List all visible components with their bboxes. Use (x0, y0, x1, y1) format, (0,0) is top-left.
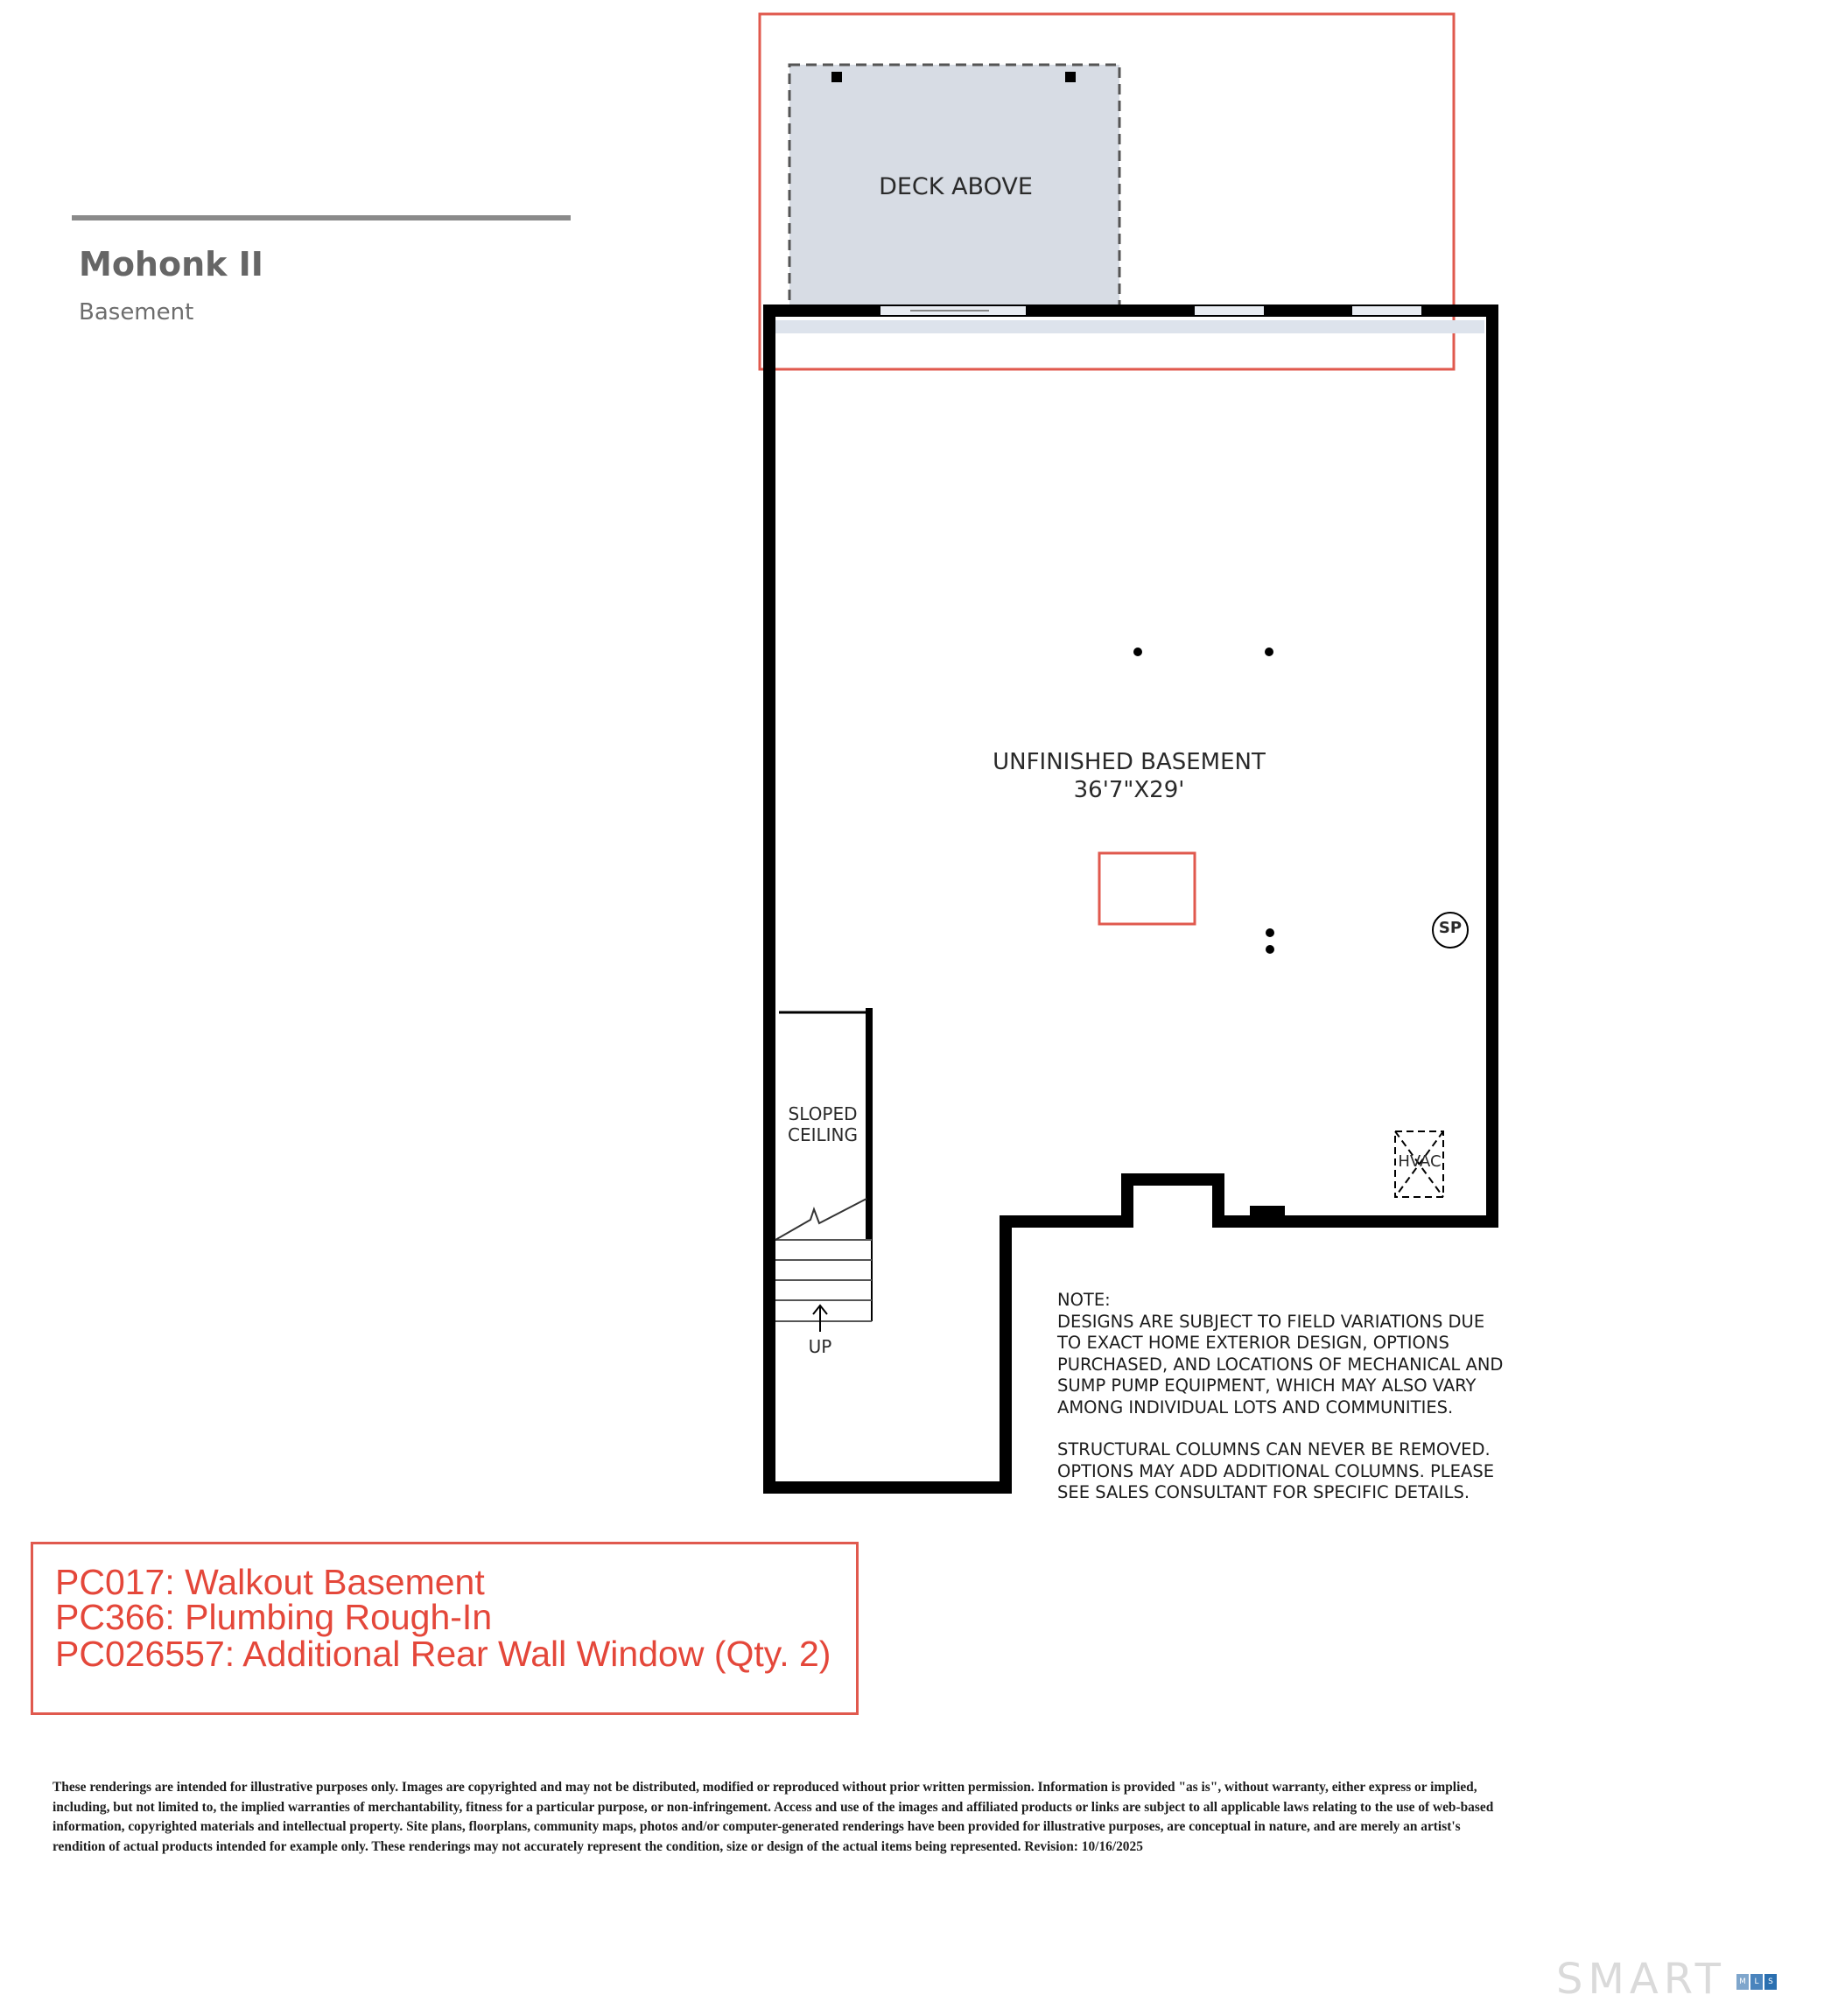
disclaimer-text: These renderings are intended for illustrative purposes only. Images are copyrighted and may not be distributed, modified or reproduced without prior written permission. Information is provided "as is", without warranty, either express or implied, including, but not limited to, the implied warranties of merchantability, fitness for a particular purpose, or non-infringement. Access and use of the images and affiliated products or links are subject to all applicable laws relating to the use of web-based information, copyrighted materials and intellectual property. Site plans, floorplans, community maps, photos and/or computer-generated renderings have been provided for illustrative purposes, are conceptual in nature, and are merely an artist's rendition of actual products intended for example only. These renderings may not accurately represent the condition, size or design of the actual items being represented. Revision: 10/16/2025 (53, 1780, 1494, 1854)
sump-pump-label: SP (1438, 919, 1463, 937)
room-dimensions: 36'7"X29' (1073, 777, 1185, 803)
design-note (1057, 1290, 1512, 1504)
deck-post (1065, 72, 1076, 82)
deck-label: DECK ABOVE (879, 173, 1033, 200)
note-paragraph-1: DESIGNS ARE SUBJECT TO FIELD VARIATIONS DUE TO EXACT HOME EXTERIOR DESIGN, OPTIONS PURCHASED, AND LOCATIONS OF MECHANICAL AND SUMP PUMP EQUIPMENT, WHICH MAY ALSO VARY AMONG INDIVIDUAL LOTS AND COMMUNITIES. (1057, 1311, 1504, 1418)
logo-letter-l: L (1750, 1974, 1763, 1990)
room-name: UNFINISHED BASEMENT (993, 749, 1266, 775)
structural-column (1265, 648, 1273, 656)
logo-text: SMART (1556, 1955, 1726, 2004)
logo-letter-m: M (1736, 1974, 1749, 1990)
stair-break-line (775, 1199, 866, 1240)
plan-subtitle: Basement (79, 299, 194, 326)
wall-bump (1250, 1206, 1285, 1220)
rear-window (1195, 306, 1264, 315)
option-line-2: PC366: Plumbing Rough-In (55, 1597, 493, 1637)
options-box (31, 1542, 859, 1715)
structural-column (1266, 928, 1274, 937)
sloped-ceiling-label-2: CEILING (788, 1124, 858, 1145)
deck-post (831, 72, 842, 82)
logo-letter-s: S (1764, 1974, 1777, 1990)
structural-column (1133, 648, 1142, 656)
structural-column (1266, 945, 1274, 954)
option-line-1: PC017: Walkout Basement (55, 1562, 485, 1602)
rear-window (1352, 306, 1421, 315)
note-paragraph-2: STRUCTURAL COLUMNS CAN NEVER BE REMOVED. OPTIONS MAY ADD ADDITIONAL COLUMNS. PLEASE SEE SALES CONSULTANT FOR SPECIFIC DETAILS. (1057, 1439, 1495, 1502)
note-heading: NOTE: (1057, 1290, 1111, 1310)
rear-wall-strip (774, 320, 1484, 333)
plan-title: Mohonk II (79, 245, 263, 284)
plumbing-rough-in-box (1099, 853, 1195, 924)
hvac-label: HVAC (1398, 1152, 1442, 1171)
smart-mls-logo (1556, 1955, 1773, 2004)
stairs-up-label: UP (808, 1336, 832, 1357)
sloped-ceiling-label-1: SLOPED (788, 1103, 858, 1124)
option-line-3: PC026557: Additional Rear Wall Window (Qty. 2) (55, 1634, 831, 1674)
